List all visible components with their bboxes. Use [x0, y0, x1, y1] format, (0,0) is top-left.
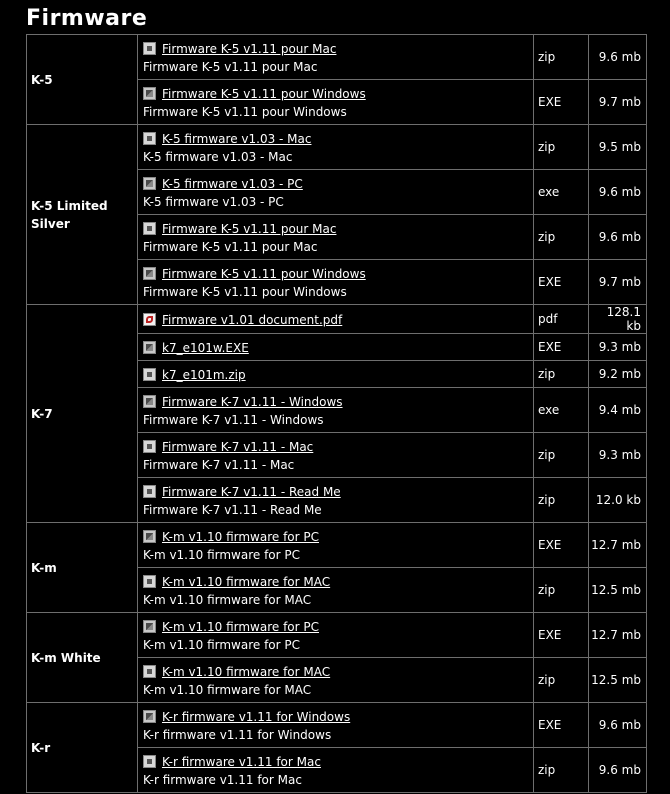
pdf-file-icon	[143, 313, 156, 326]
file-description: K-r firmware v1.11 for Windows	[143, 727, 332, 742]
file-description: K-5 firmware v1.03 - PC	[143, 194, 284, 209]
file-size: 12.5 mb	[589, 658, 647, 703]
zip-file-icon	[143, 575, 156, 588]
model-name: K-m	[27, 523, 138, 613]
file-cell	[138, 80, 534, 125]
file-cell	[138, 433, 534, 478]
file-description: Firmware K-5 v1.11 pour Mac	[143, 239, 318, 254]
zip-file-icon	[143, 440, 156, 453]
file-description: Firmware K-5 v1.11 pour Windows	[143, 104, 347, 119]
file-size: 9.6 mb	[589, 170, 647, 215]
file-link-line	[143, 130, 529, 148]
download-link[interactable]: Firmware K-5 v1.11 pour Mac	[162, 221, 337, 236]
download-link[interactable]: Firmware K-7 v1.11 - Read Me	[162, 484, 341, 499]
file-size: 9.3 mb	[589, 433, 647, 478]
file-link-line	[143, 708, 529, 726]
file-size: 9.3 mb	[589, 334, 647, 361]
file-description: K-m v1.10 firmware for MAC	[143, 592, 312, 607]
file-type: exe	[534, 170, 589, 215]
table-row	[27, 523, 647, 568]
file-description: K-r firmware v1.11 for Mac	[143, 772, 302, 787]
file-type: EXE	[534, 80, 589, 125]
file-type: zip	[534, 658, 589, 703]
zip-file-icon	[143, 132, 156, 145]
download-link[interactable]: K-r firmware v1.11 for Mac	[162, 754, 321, 769]
file-description: Firmware K-7 v1.11 - Mac	[143, 457, 295, 472]
zip-file-icon	[143, 368, 156, 381]
file-description: K-m v1.10 firmware for MAC	[143, 682, 312, 697]
file-cell	[138, 478, 534, 523]
zip-file-icon	[143, 755, 156, 768]
download-link[interactable]: K-m v1.10 firmware for PC	[162, 529, 320, 544]
file-link-line	[143, 311, 529, 329]
file-cell	[138, 260, 534, 305]
download-link[interactable]: K-m v1.10 firmware for MAC	[162, 574, 331, 589]
file-link-line	[143, 753, 529, 771]
file-size: 128.1 kb	[589, 305, 647, 334]
file-type: zip	[534, 433, 589, 478]
table-row	[27, 35, 647, 80]
file-type: EXE	[534, 260, 589, 305]
file-cell	[138, 334, 534, 361]
file-size: 9.6 mb	[589, 35, 647, 80]
file-cell	[138, 523, 534, 568]
download-link[interactable]: Firmware K-7 v1.11 - Mac	[162, 439, 314, 454]
file-type: zip	[534, 215, 589, 260]
file-link-line	[143, 438, 529, 456]
file-link-line	[143, 220, 529, 238]
file-type: zip	[534, 748, 589, 793]
file-size: 12.0 kb	[589, 478, 647, 523]
download-link[interactable]: K-5 firmware v1.03 - PC	[162, 176, 303, 191]
file-cell	[138, 613, 534, 658]
file-cell	[138, 568, 534, 613]
page-title: Firmware	[26, 6, 148, 31]
file-type: zip	[534, 478, 589, 523]
file-type: zip	[534, 35, 589, 80]
file-size: 9.2 mb	[589, 361, 647, 388]
file-link-line	[143, 573, 529, 591]
table-row	[27, 703, 647, 748]
file-cell	[138, 170, 534, 215]
file-link-line	[143, 339, 529, 357]
download-link[interactable]: Firmware K-5 v1.11 pour Windows	[162, 86, 366, 101]
file-description: Firmware K-7 v1.11 - Read Me	[143, 502, 322, 517]
file-link-line	[143, 393, 529, 411]
file-size: 9.6 mb	[589, 748, 647, 793]
file-description: Firmware K-5 v1.11 pour Mac	[143, 59, 318, 74]
file-cell	[138, 125, 534, 170]
model-name: K-m White	[27, 613, 138, 703]
file-type: zip	[534, 125, 589, 170]
exe-file-icon	[143, 620, 156, 633]
file-link-line	[143, 618, 529, 636]
table-row	[27, 125, 647, 170]
file-size: 9.5 mb	[589, 125, 647, 170]
file-size: 9.4 mb	[589, 388, 647, 433]
file-type: exe	[534, 388, 589, 433]
file-size: 9.7 mb	[589, 80, 647, 125]
model-name: K-5	[27, 35, 138, 125]
file-size: 9.6 mb	[589, 703, 647, 748]
file-size: 9.7 mb	[589, 260, 647, 305]
table-row	[27, 305, 647, 334]
model-name: K-7	[27, 305, 138, 523]
file-cell	[138, 658, 534, 703]
file-cell	[138, 361, 534, 388]
exe-file-icon	[143, 267, 156, 280]
file-description: Firmware K-5 v1.11 pour Windows	[143, 284, 347, 299]
file-cell	[138, 35, 534, 80]
exe-file-icon	[143, 530, 156, 543]
file-link-line	[143, 40, 529, 58]
file-link-line	[143, 366, 529, 384]
file-link-line	[143, 265, 529, 283]
file-description: K-m v1.10 firmware for PC	[143, 637, 301, 652]
file-type: EXE	[534, 613, 589, 658]
exe-file-icon	[143, 395, 156, 408]
file-description: K-m v1.10 firmware for PC	[143, 547, 301, 562]
file-type: zip	[534, 361, 589, 388]
file-link-line	[143, 85, 529, 103]
exe-file-icon	[143, 87, 156, 100]
file-description: K-5 firmware v1.03 - Mac	[143, 149, 293, 164]
download-link[interactable]: Firmware v1.01 document.pdf	[162, 312, 343, 327]
model-name: K-r	[27, 703, 138, 793]
zip-file-icon	[143, 42, 156, 55]
model-name: K-5 Limited Silver	[27, 125, 138, 305]
file-size: 12.5 mb	[589, 568, 647, 613]
exe-file-icon	[143, 341, 156, 354]
file-size: 12.7 mb	[589, 613, 647, 658]
file-type: EXE	[534, 703, 589, 748]
file-type: zip	[534, 568, 589, 613]
file-size: 9.6 mb	[589, 215, 647, 260]
file-link-line	[143, 483, 529, 501]
firmware-table	[26, 34, 647, 793]
exe-file-icon	[143, 177, 156, 190]
zip-file-icon	[143, 222, 156, 235]
download-link[interactable]: K-m v1.10 firmware for MAC	[162, 664, 331, 679]
file-size: 12.7 mb	[589, 523, 647, 568]
table-row	[27, 613, 647, 658]
download-link[interactable]: Firmware K-5 v1.11 pour Mac	[162, 41, 337, 56]
file-description: Firmware K-7 v1.11 - Windows	[143, 412, 324, 427]
download-link[interactable]: k7_e101w.EXE	[162, 340, 249, 355]
download-link[interactable]: k7_e101m.zip	[162, 367, 246, 382]
zip-file-icon	[143, 665, 156, 678]
file-type: EXE	[534, 523, 589, 568]
file-cell	[138, 748, 534, 793]
zip-file-icon	[143, 485, 156, 498]
file-link-line	[143, 175, 529, 193]
file-cell	[138, 388, 534, 433]
download-link[interactable]: K-5 firmware v1.03 - Mac	[162, 131, 312, 146]
file-link-line	[143, 663, 529, 681]
file-link-line	[143, 528, 529, 546]
file-cell	[138, 215, 534, 260]
file-cell	[138, 305, 534, 334]
file-cell	[138, 703, 534, 748]
download-link[interactable]: Firmware K-7 v1.11 - Windows	[162, 394, 343, 409]
file-type: EXE	[534, 334, 589, 361]
file-type: pdf	[534, 305, 589, 334]
exe-file-icon	[143, 710, 156, 723]
download-link[interactable]: K-r firmware v1.11 for Windows	[162, 709, 351, 724]
download-link[interactable]: Firmware K-5 v1.11 pour Windows	[162, 266, 366, 281]
download-link[interactable]: K-m v1.10 firmware for PC	[162, 619, 320, 634]
